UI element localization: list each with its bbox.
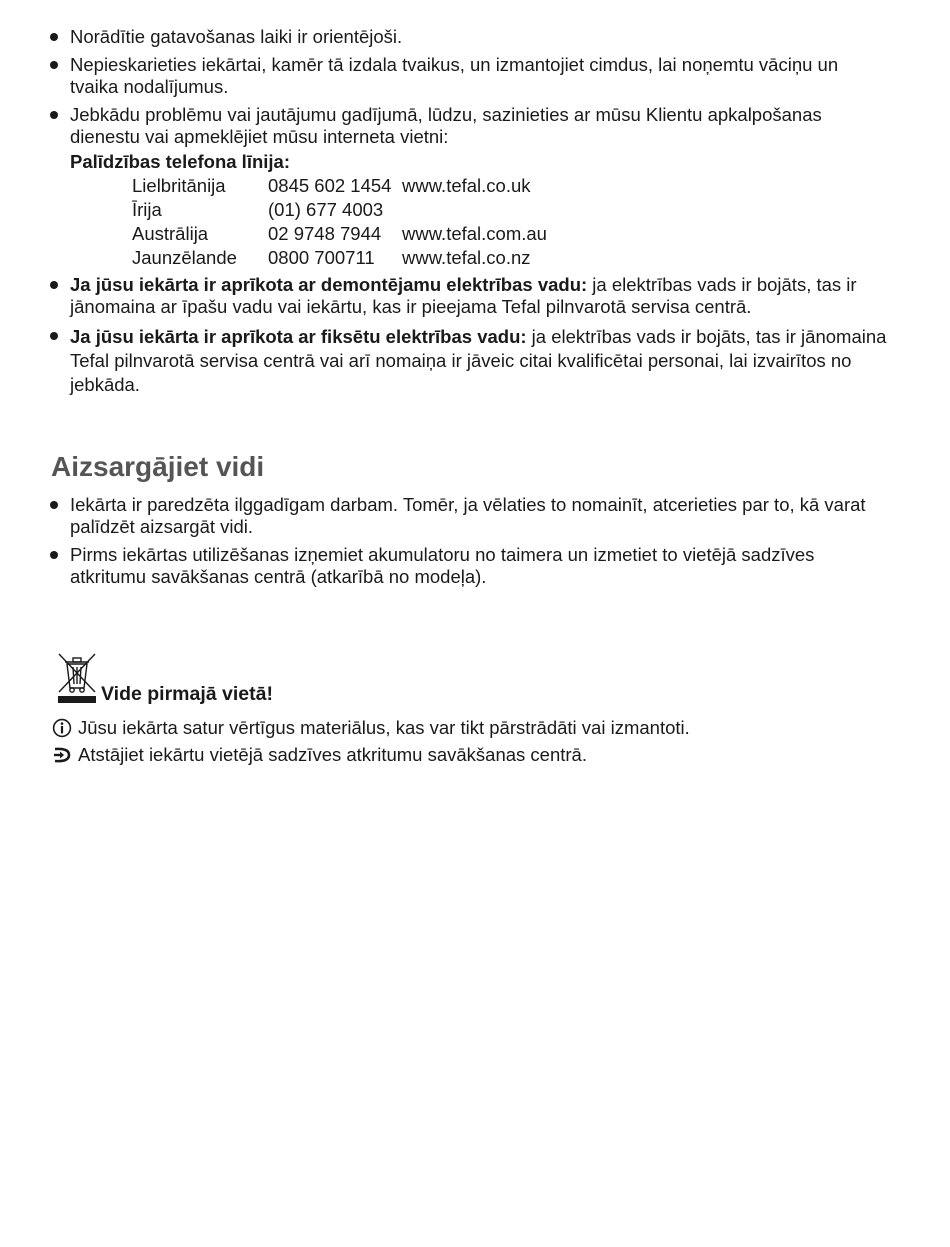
helpline-title: Palīdzības telefona līnija: bbox=[70, 151, 290, 172]
helpline-website: www.tefal.com.au bbox=[402, 223, 547, 244]
helpline-number: (01) 677 4003 bbox=[268, 199, 384, 220]
bullet-steam-warning bbox=[50, 54, 890, 98]
bullet-detachable-cord bbox=[50, 274, 890, 318]
helpline-number: 02 9748 7944 bbox=[268, 223, 382, 244]
helpline-country: Īrija bbox=[132, 199, 162, 220]
bullet-battery-disposal bbox=[50, 544, 890, 588]
bullet-text: Pirms iekārtas utilizēšanas izņemiet akumulatoru no taimera un izmetiet to vietējā sadzīves atkritumu savākšanas centrā (atkarībā no modeļa). bbox=[70, 544, 815, 587]
arrow-note bbox=[52, 744, 587, 766]
helpline-country: Lielbritānija bbox=[132, 175, 226, 196]
bullet-text: Jebkādu problēmu vai jautājumu gadījumā, lūdzu, sazinieties ar mūsu Klientu apkalpošanas dienestu vai apmeklējiet mūsu interneta vietni: bbox=[70, 104, 822, 147]
bullet-body: ja elektrības vads ir bojāts, tas ir jānomaina ar īpašu vadu vai iekārtu, kas ir pieejama Tefal pilnvarotā servisa centrā. bbox=[70, 274, 857, 317]
curved-arrow-icon bbox=[52, 745, 72, 765]
bullet-dot bbox=[50, 332, 58, 340]
bullet-bold-lead: Ja jūsu iekārta ir aprīkota ar demontējamu elektrības vadu: bbox=[70, 274, 588, 295]
bullet-long-life bbox=[50, 494, 890, 538]
bullet-text: Nepieskarieties iekārtai, kamēr tā izdala tvaikus, un izmantojiet cimdus, lai noņemtu vāciņu un tvaika nodalījumus. bbox=[70, 54, 839, 97]
bullet-fixed-cord bbox=[50, 325, 890, 397]
bullet-dot bbox=[50, 501, 58, 509]
helpline-website: www.tefal.co.nz bbox=[402, 247, 531, 268]
helpline-number: 0800 700711 bbox=[268, 247, 375, 268]
info-note-text: Jūsu iekārta satur vērtīgus materiālus, kas var tikt pārstrādāti vai izmantoti. bbox=[78, 717, 690, 738]
bullet-bold-lead: Ja jūsu iekārta ir aprīkota ar fiksētu elektrības vadu: bbox=[70, 326, 527, 347]
bullet-dot bbox=[50, 551, 58, 559]
bullet-dot bbox=[50, 281, 58, 289]
bullet-text: Iekārta ir paredzēta ilggadīgam darbam. Tomēr, ja vēlaties to nomainīt, atcerieties par to, kā varat palīdzēt aizsargāt vidi. bbox=[70, 494, 866, 537]
arrow-note-text: Atstājiet iekārtu vietējā sadzīves atkritumu savākšanas centrā. bbox=[78, 744, 587, 765]
helpline-number: 0845 602 1454 bbox=[268, 175, 392, 196]
crossed-out-bin-icon bbox=[57, 652, 97, 704]
helpline-country: Austrālija bbox=[132, 223, 209, 244]
info-circle-icon bbox=[52, 718, 72, 738]
bullet-customer-service bbox=[50, 104, 890, 148]
bullet-body: ja elektrības vads ir bojāts, tas ir jānomaina Tefal pilnvarotā servisa centrā vai arī nomaiņa ir jāveic citai kvalificētai personai, lai izvairītos no jebkāda. bbox=[70, 326, 887, 395]
bullet-dot bbox=[50, 111, 58, 119]
info-note bbox=[52, 717, 690, 739]
bullet-cooking-times bbox=[50, 26, 890, 48]
bullet-text bbox=[70, 274, 890, 318]
bullet-dot bbox=[50, 33, 58, 41]
bullet-text: Norādītie gatavošanas laiki ir orientējoši. bbox=[70, 26, 403, 47]
bullet-dot bbox=[50, 61, 58, 69]
helpline-country: Jaunzēlande bbox=[132, 247, 237, 268]
section-heading-environment: Aizsargājiet vidi bbox=[51, 451, 265, 482]
environment-first-title: Vide pirmajā vietā! bbox=[101, 683, 273, 705]
bullet-text bbox=[70, 325, 890, 397]
helpline-website: www.tefal.co.uk bbox=[402, 175, 531, 196]
